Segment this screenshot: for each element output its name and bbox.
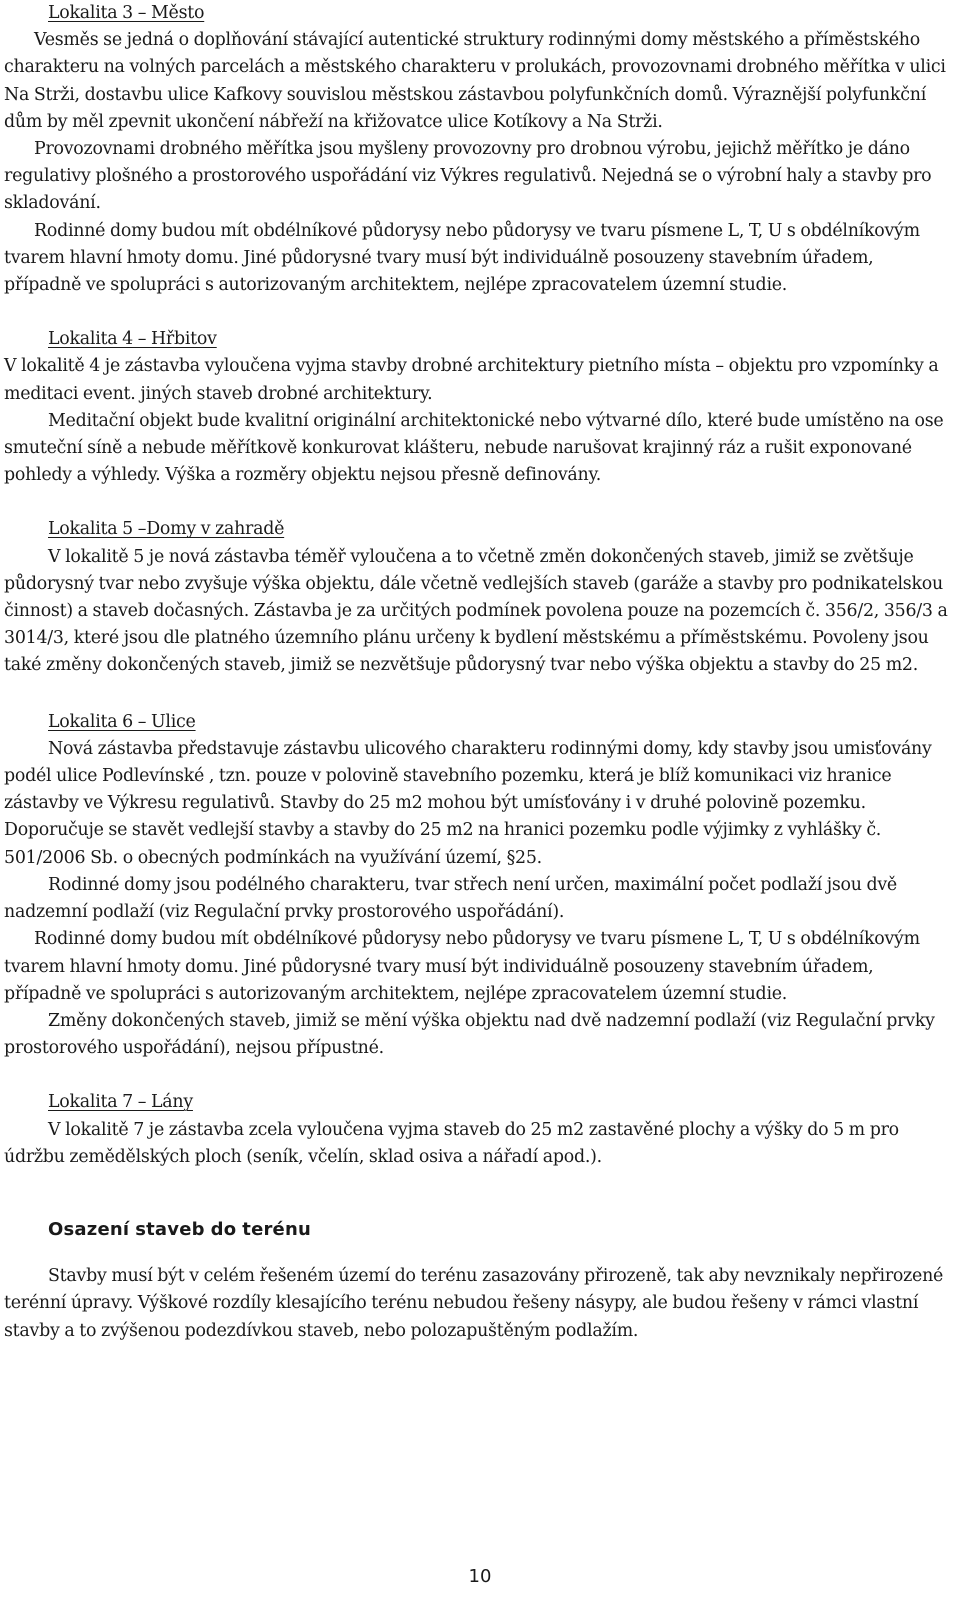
page-number: 10 [468,1566,492,1587]
paragraph: Stavby musí být v celém řešeném území do terénu zasazovány přirozeně, tak aby nevznikaly nepřirozené terénní úpravy. Výškové rozdíly klesajícího terénu nebudou řešeny násypy, ale budou řešeny v rámci vlastní stavby a to zvýšenou podezdívkou staveb, nebo polozapuštěným podlažím. [4,1266,944,1341]
paragraph: Rodinné domy jsou podélného charakteru, tvar střech není určen, maximální počet podlaží jsou dvě nadzemní podlaží (viz Regulační prvky prostorového uspořádání). [4,874,897,923]
spacer [4,1171,954,1216]
paragraph: Meditační objekt bude kvalitní originální architektonické nebo výtvarné dílo, které bude umístěno na ose smuteční síně a nebude měřítkově konkurovat klášteru, nebude narušovat krajinný ráz a rušit exponované pohledy a výhledy. Výška a rozměry objektu nejsou přesně definovány. [4,410,944,486]
paragraph: Změny dokončených staveb, jimiž se mění výška objektu nad dvě nadzemní podlaží (viz Regulační prvky prostorového uspořádání), nejsou přípustné. [4,1010,935,1059]
spacer [4,1062,954,1089]
section-lokalita-5 [4,516,954,679]
paragraph: Rodinné domy budou mít obdélníkové půdorysy nebo půdorysy ve tvaru písmene L, T, U s obdélníkovým tvarem hlavní hmoty domu. Jiné půdorysné tvary musí být individuálně posouzeny stavebním úřadem, případně ve spolupráci s autorizovaným architektem, nejlépe zpracovatelem územní studie. [4,929,920,1004]
paragraph: V lokalitě 4 je zástavba vyloučena vyjma stavby drobné architektury pietního místa – objektu pro vzpomínky a meditaci event. jiných staveb drobné architektury. [4,356,939,404]
section-heading: Lokalita 7 – Lány [48,1092,193,1113]
section-heading: Lokalita 5 –Domy v zahradě [48,519,285,540]
spacer [4,489,954,516]
spacer [4,680,954,709]
section-heading: Lokalita 4 – Hřbitov [48,329,217,350]
paragraph: Vesměs se jedná o doplňování stávající autentické struktury rodinnými domy městského a příměstského charakteru na volných parcelách a městského charakteru v prolukách, provozovnami drobného měřítka v ulici Na Strži, dostavbu ulice Kafkovy souvislou městskou zástavbou polyfunkčních domů. Výraznější polyfunkční dům by měl zpevnit ukončení nábřeží na křižovatce ulice Kotíkovy a Na Strži. [4,30,946,132]
section-osazeni [4,1216,954,1345]
paragraph: V lokalitě 5 je nová zástavba téměř vyloučena a to včetně změn dokončených staveb, jimiž se zvětšuje půdorysný tvar nebo zvyšuje výška objektu, dále včetně vedlejších staveb (garáže a stavby pro podnikatelskou činnost) a staveb dočasných. Zástavba je za určitých podmínek povolena pouze na pozemcích č. 356/2, 356/3 a 3014/3, které jsou dle platného územního plánu určeny k bydlení městskému a příměstskému. Povoleny jsou také změny dokončených staveb, jimiž se nezvětšuje půdorysný tvar nebo výška objektu a stavby do 25 m2. [4,546,948,676]
paragraph: Nová zástavba představuje zástavbu ulicového charakteru rodinnými domy, kdy stavby jsou umisťovány podél ulice Podlevínské , tzn. pouze v polovině stavebního pozemku, která je blíž komunikaci viz hranice zástavby ve Výkresu regulativů. Stavby do 25 m2 mohou být umísťovány i v druhé polovině pozemku. Doporučuje se stavět vedlejší stavby a stavby do 25 m2 na hranici pozemku podle výjimky z vyhlášky č. 501/2006 Sb. o obecných podmínkách na využívání území, §25. [4,738,932,868]
section-lokalita-6 [4,709,954,1063]
paragraph: V lokalitě 7 je zástavba zcela vyloučena vyjma staveb do 25 m2 zastavěné plochy a výšky do 5 m pro údržbu zemědělských ploch (seník, včelín, sklad osiva a nářadí apod.). [4,1119,899,1167]
paragraph: Rodinné domy budou mít obdélníkové půdorysy nebo půdorysy ve tvaru písmene L, T, U s obdélníkovým tvarem hlavní hmoty domu. Jiné půdorysné tvary musí být individuálně posouzeny stavebním úřadem, případně ve spolupráci s autorizovaným architektem, nejlépe zpracovatelem územní studie. [4,220,920,296]
section-lokalita-4 [4,326,954,489]
paragraph: Provozovnami drobného měřítka jsou myšleny provozovny pro drobnou výrobu, jejichž měřítko je dáno regulativy plošného a prostorového uspořádání viz Výkres regulativů. Nejedná se o výrobní haly a stavby pro skladování. [4,139,932,214]
section-lokalita-7 [4,1089,954,1171]
spacer [4,1243,954,1263]
spacer [4,299,954,326]
section-lokalita-3 [4,0,954,299]
section-heading: Lokalita 6 – Ulice [48,711,196,732]
section-heading-bold: Osazení staveb do terénu [48,1218,311,1240]
document-body [4,0,954,1345]
section-heading: Lokalita 3 – Město [48,3,205,23]
